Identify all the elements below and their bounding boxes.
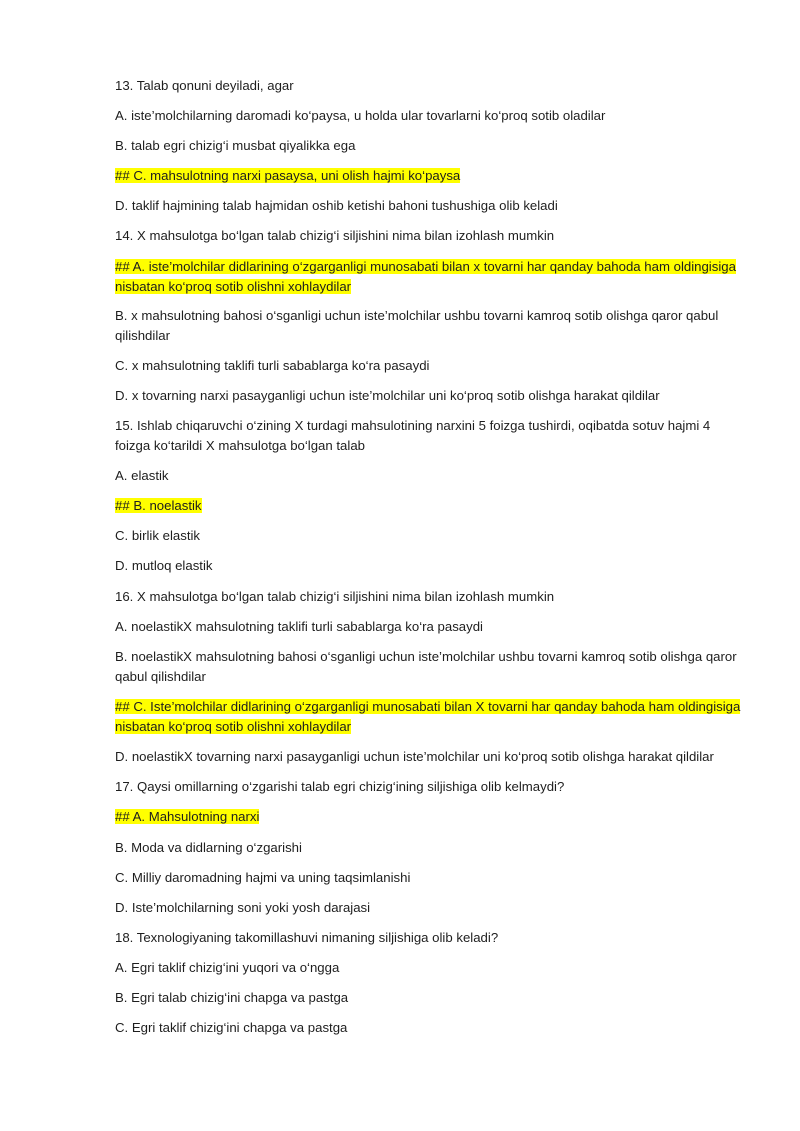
option-15-d [115,556,745,576]
option-text: D. noelastikX tovarning narxi pasayganligi uchun iste’molchilar uni ko‘proq sotib olishga harakat qildilar [115,749,714,764]
highlighted-answer: ## C. Iste’molchilar didlarining o‘zgarganligi munosabati bilan X tovarni har qanday bahoda ham oldingisiga nisbatan ko‘proq sotib olishni xohlaydilar [115,699,741,734]
option-text: A. noelastikX mahsulotning taklifi turli sabablarga ko‘ra pasaydi [115,619,483,634]
highlighted-answer: ## C. mahsulotning narxi pasaysa, uni olish hajmi ko‘paysa [115,168,461,183]
option-text: D. mutloq elastik [115,558,213,573]
option-text: A. Egri taklif chizig‘ini yuqori va o‘ngga [115,960,340,975]
option-text: B. x mahsulotning bahosi o‘sganligi uchun iste’molchilar ushbu tovarni kamroq sotib olishga qaror qabul qilishdilar [115,308,719,343]
option-14-d [115,386,745,406]
option-16-a [115,617,745,637]
question-16 [115,587,745,607]
option-14-b [115,306,745,346]
option-text: B. Egri talab chizig‘ini chapga va pastga [115,990,349,1005]
question-17 [115,777,745,797]
option-text: B. noelastikX mahsulotning bahosi o‘sganligi uchun iste’molchilar ushbu tovarni kamroq sotib olishga qaror qabul qilishdilar [115,649,737,684]
option-17-c [115,868,745,888]
question-text: 13. Talab qonuni deyiladi, agar [115,78,294,93]
option-text: B. Moda va didlarning o‘zgarishi [115,840,302,855]
question-text: 15. Ishlab chiqaruvchi o‘zining X turdagi mahsulotining narxini 5 foizga tushirdi, oqibatda sotuv hajmi 4 foizga ko‘tarildi X mahsulotga bo‘lgan talab [115,418,711,453]
question-15 [115,416,745,456]
question-text: 14. X mahsulotga bo‘lgan talab chizig‘i siljishini nima bilan izohlash mumkin [115,228,555,243]
highlighted-answer: ## A. Mahsulotning narxi [115,809,260,824]
highlighted-answer: ## A. iste’molchilar didlarining o‘zgarganligi munosabati bilan x tovarni har qanday bahoda ham oldingisiga nisbatan ko‘proq sotib olishni xohlaydilar [115,259,736,294]
question-text: 18. Texnologiyaning takomillashuvi nimaning siljishiga olib keladi? [115,930,499,945]
option-17-b [115,838,745,858]
option-13-a [115,106,745,126]
option-15-b-answer [115,496,745,516]
option-18-b [115,988,745,1008]
option-18-a [115,958,745,978]
option-text: D. taklif hajmining talab hajmidan oshib ketishi bahoni tushushiga olib keladi [115,198,558,213]
question-text: 17. Qaysi omillarning o‘zgarishi talab egri chizig‘ining siljishiga olib kelmaydi? [115,779,565,794]
option-text: C. x mahsulotning taklifi turli sabablarga ko‘ra pasaydi [115,358,430,373]
option-text: D. x tovarning narxi pasayganligi uchun iste’molchilar uni ko‘proq sotib olishga harakat qildilar [115,388,660,403]
question-14 [115,226,745,246]
option-15-a [115,466,745,486]
option-15-c [115,526,745,546]
option-text: D. Iste’molchilarning soni yoki yosh darajasi [115,900,371,915]
option-text: C. birlik elastik [115,528,201,543]
option-16-c-answer [115,697,745,737]
option-text: C. Egri taklif chizig‘ini chapga va pastga [115,1020,348,1035]
question-18 [115,928,745,948]
option-text: A. iste’molchilarning daromadi ko‘paysa, u holda ular tovarlarni ko‘proq sotib oladilar [115,108,606,123]
highlighted-answer: ## B. noelastik [115,498,202,513]
option-17-d [115,898,745,918]
option-14-c [115,356,745,376]
option-16-d [115,747,745,767]
option-13-b [115,136,745,156]
option-text: C. Milliy daromadning hajmi va uning taqsimlanishi [115,870,411,885]
option-18-c [115,1018,745,1038]
option-16-b [115,647,745,687]
option-text: A. elastik [115,468,169,483]
option-17-a-answer [115,807,745,827]
option-text: B. talab egri chizig‘i musbat qiyalikka ega [115,138,356,153]
option-13-d [115,196,745,216]
question-text: 16. X mahsulotga bo‘lgan talab chizig‘i siljishini nima bilan izohlash mumkin [115,589,555,604]
question-13 [115,76,745,96]
option-13-c-answer [115,166,745,186]
option-14-a-answer [115,257,745,297]
